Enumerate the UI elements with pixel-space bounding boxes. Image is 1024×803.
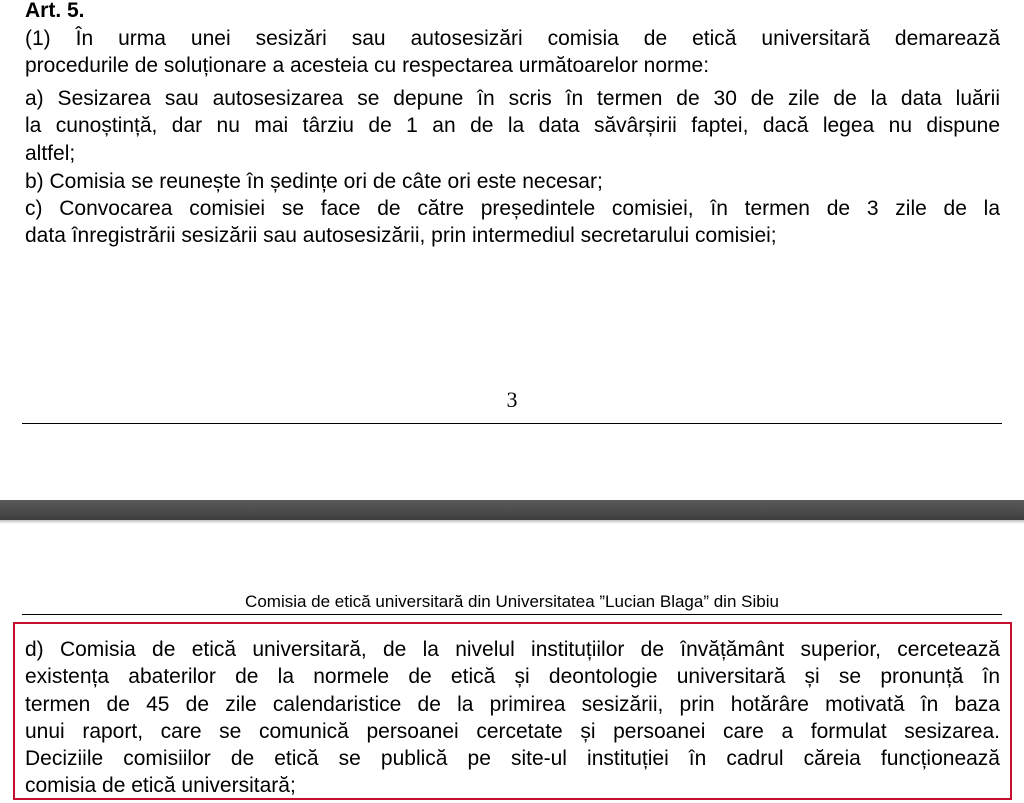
item-a xyxy=(25,85,1000,167)
footer-rule xyxy=(22,423,1002,424)
text-line: data înregistrării sesizării sau autosesizării, prin intermediul secretarului comisiei; xyxy=(25,224,777,248)
text-line: c) Convocarea comisiei se face de către președintele comisiei, în termen de 3 zile de la xyxy=(25,197,1000,220)
paragraph-1 xyxy=(25,25,1000,80)
text-line: d) Comisia de etică universitară, de la nivelul instituțiilor de învățământ superior, cercetează xyxy=(25,638,1000,661)
page-separator xyxy=(0,500,1024,520)
item-b xyxy=(25,168,1000,195)
item-d xyxy=(25,636,1000,800)
page-separator-shadow xyxy=(0,520,1024,524)
text-line: altfel; xyxy=(25,141,76,165)
text-line: la cunoștință, dar nu mai târziu de 1 an de la data săvârșirii faptei, dacă legea nu dispune xyxy=(25,114,1000,138)
text-line: Deciziile comisiilor de etică se publică pe site-ul instituției în cadrul căreia funcționează xyxy=(25,747,1000,771)
highlighted-item-d xyxy=(13,622,1012,800)
text-line: comisia de etică universitară; xyxy=(25,774,296,798)
text-line: unui raport, care se comunică persoanei cercetate și persoanei care a formulat sesizarea. xyxy=(25,719,1000,743)
article-title: Art. 5. xyxy=(25,0,85,22)
text-line: a) Sesizarea sau autosesizarea se depune în scris în termen de 30 de zile de la data luării xyxy=(25,87,1000,110)
text-line: (1) În urma unei sesizări sau autosesizări comisia de etică universitară demarează xyxy=(25,27,1000,50)
text-line: termen de 45 de zile calendaristice de la primirea sesizării, prin hotărâre motivată în baza xyxy=(25,692,1000,716)
page-number: 3 xyxy=(506,387,518,412)
text-line: existența abaterilor de la normele de etică și deontologie universitară și se pronunță în xyxy=(25,665,1000,689)
header-rule xyxy=(22,614,1002,615)
item-c xyxy=(25,195,1000,250)
text-line: b) Comisia se reunește în ședințe ori de câte ori este necesar; xyxy=(25,170,603,193)
page-header: Comisia de etică universitară din Universitatea ”Lucian Blaga” din Sibiu xyxy=(245,592,779,611)
text-line: procedurile de soluționare a acesteia cu respectarea următoarelor norme: xyxy=(25,54,710,78)
